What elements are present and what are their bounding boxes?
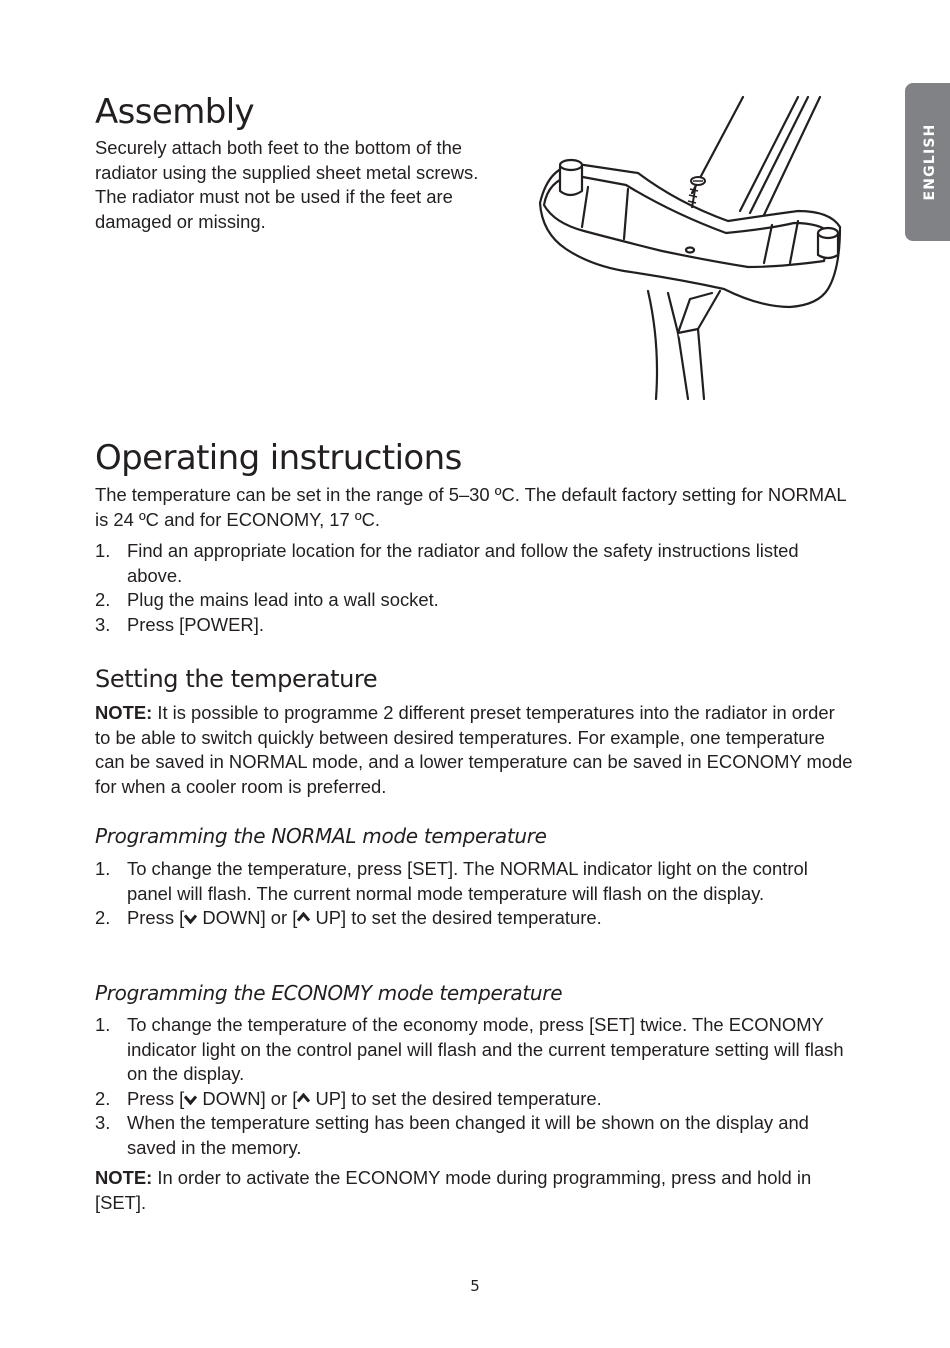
step-text <box>127 1087 855 1112</box>
step-text: When the temperature setting has been changed it will be shown on the display and saved in the memory. <box>127 1112 809 1158</box>
assembly-heading: Assembly <box>95 92 255 132</box>
list-item <box>95 1111 855 1160</box>
chevron-down-icon <box>184 1095 197 1105</box>
economy-note <box>95 1166 855 1215</box>
normal-mode-steps <box>95 857 855 931</box>
step-number: 1. <box>95 540 111 561</box>
list-item <box>95 906 855 931</box>
text-part: UP] to set the desired temperature. <box>310 907 602 928</box>
step-text: Find an appropriate location for the radiator and follow the safety instructions listed above. <box>127 540 799 586</box>
note-text: In order to activate the ECONOMY mode during programming, press and hold in [SET]. <box>95 1167 812 1213</box>
chevron-down-icon <box>184 914 197 924</box>
list-item <box>95 1013 855 1087</box>
step-number: 2. <box>95 907 111 928</box>
page-number: 5 <box>470 1277 480 1295</box>
step-number: 3. <box>95 1112 111 1133</box>
note-label: NOTE: <box>95 702 153 723</box>
assembly-text: Securely attach both feet to the bottom of the radiator using the supplied sheet metal screws. The radiator must not be used if the feet are damaged or missing. <box>95 137 479 232</box>
list-item <box>95 588 855 613</box>
chevron-up-icon <box>297 912 310 922</box>
normal-mode-heading: Programming the NORMAL mode temperature <box>95 824 547 848</box>
text-part: Press [ <box>127 1087 185 1109</box>
operating-steps <box>95 539 855 637</box>
step-number: 1. <box>95 858 111 879</box>
step-text: To change the temperature, press [SET]. The NORMAL indicator light on the control panel will flash. The current normal mode temperature will flash on the display. <box>127 858 808 904</box>
note-text: It is possible to programme 2 different preset temperatures into the radiator in order to be able to switch quickly between desired temperatures. For example, one temperature can be saved in NORMAL mode, and a lower temperature can be saved in ECONOMY mode for when a cooler room is preferred. <box>95 702 853 797</box>
list-item <box>95 613 855 638</box>
text-part: Press [ <box>127 907 185 928</box>
step-number: 2. <box>95 1087 111 1109</box>
step-number: 3. <box>95 613 111 635</box>
setting-note <box>95 701 855 799</box>
operating-intro: The temperature can be set in the range of 5–30 ºC. The default factory setting for NORMAL is 24 ºC and for ECONOMY, 17 ºC. <box>95 484 846 530</box>
step-number: 2. <box>95 589 111 610</box>
text-part: DOWN] or [ <box>197 1087 298 1109</box>
list-item <box>95 1087 855 1112</box>
step-number: 1. <box>95 1014 111 1035</box>
step-text: Plug the mains lead into a wall socket. <box>127 589 439 610</box>
language-tab-label: ENGLISH <box>922 123 938 201</box>
economy-mode-steps <box>95 1013 855 1160</box>
radiator-foot-illustration <box>528 93 854 403</box>
list-item <box>95 539 855 588</box>
setting-heading: Setting the temperature <box>95 665 378 693</box>
chevron-up-icon <box>297 1093 310 1103</box>
text-part: UP] to set the desired temperature. <box>310 1087 602 1109</box>
text-part: DOWN] or [ <box>197 907 298 928</box>
list-item <box>95 857 855 906</box>
step-text <box>127 906 855 931</box>
note-label: NOTE: <box>95 1167 153 1188</box>
step-text: Press [POWER]. <box>127 613 264 635</box>
economy-mode-heading: Programming the ECONOMY mode temperature <box>95 981 563 1005</box>
step-text: To change the temperature of the economy mode, press [SET] twice. The ECONOMY indicator light on the control panel will flash and the current temperature setting will flash on the display. <box>127 1014 844 1084</box>
operating-heading: Operating instructions <box>95 438 462 478</box>
language-tab <box>905 83 950 241</box>
